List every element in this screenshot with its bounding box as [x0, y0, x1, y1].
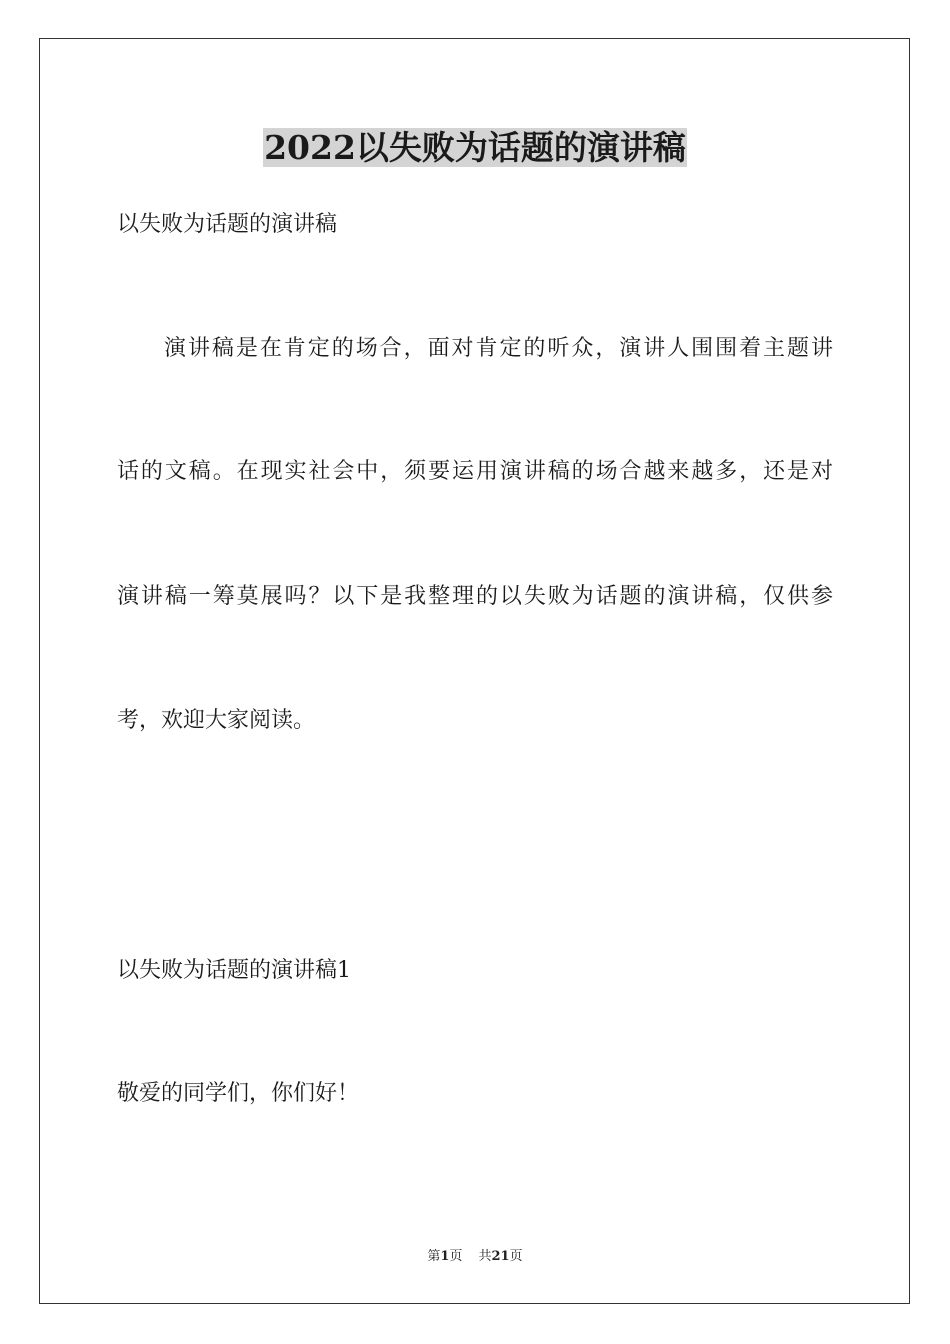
- footer-total-unit: 页: [509, 1249, 523, 1264]
- intro-line-2: 话的文稿。在现实社会中，须要运用演讲稿的场合越来越多，还是对: [117, 459, 833, 484]
- intro-line-4: 考，欢迎大家阅读。: [117, 708, 316, 733]
- footer-page-number: 1: [440, 1249, 450, 1264]
- intro-line-1: 演讲稿是在肯定的场合，面对肯定的听众，演讲人围围着主题讲: [164, 336, 833, 361]
- section-heading: 以失败为话题的演讲稿1: [117, 958, 351, 983]
- document-title-text: 2022以失败为话题的演讲稿: [264, 128, 686, 167]
- intro-line-3: 演讲稿一筹莫展吗？以下是我整理的以失败为话题的演讲稿，仅供参: [117, 584, 833, 609]
- greeting-line: 敬爱的同学们，你们好！: [117, 1081, 360, 1106]
- footer-total-prefix: 共: [478, 1249, 492, 1264]
- footer-page-unit: 页: [449, 1249, 463, 1264]
- document-subtitle: 以失败为话题的演讲稿: [117, 212, 338, 237]
- page-footer: [0, 1248, 950, 1266]
- footer-prefix: 第: [427, 1249, 441, 1264]
- footer-total-pages: 21: [491, 1249, 510, 1264]
- document-title: [0, 124, 950, 172]
